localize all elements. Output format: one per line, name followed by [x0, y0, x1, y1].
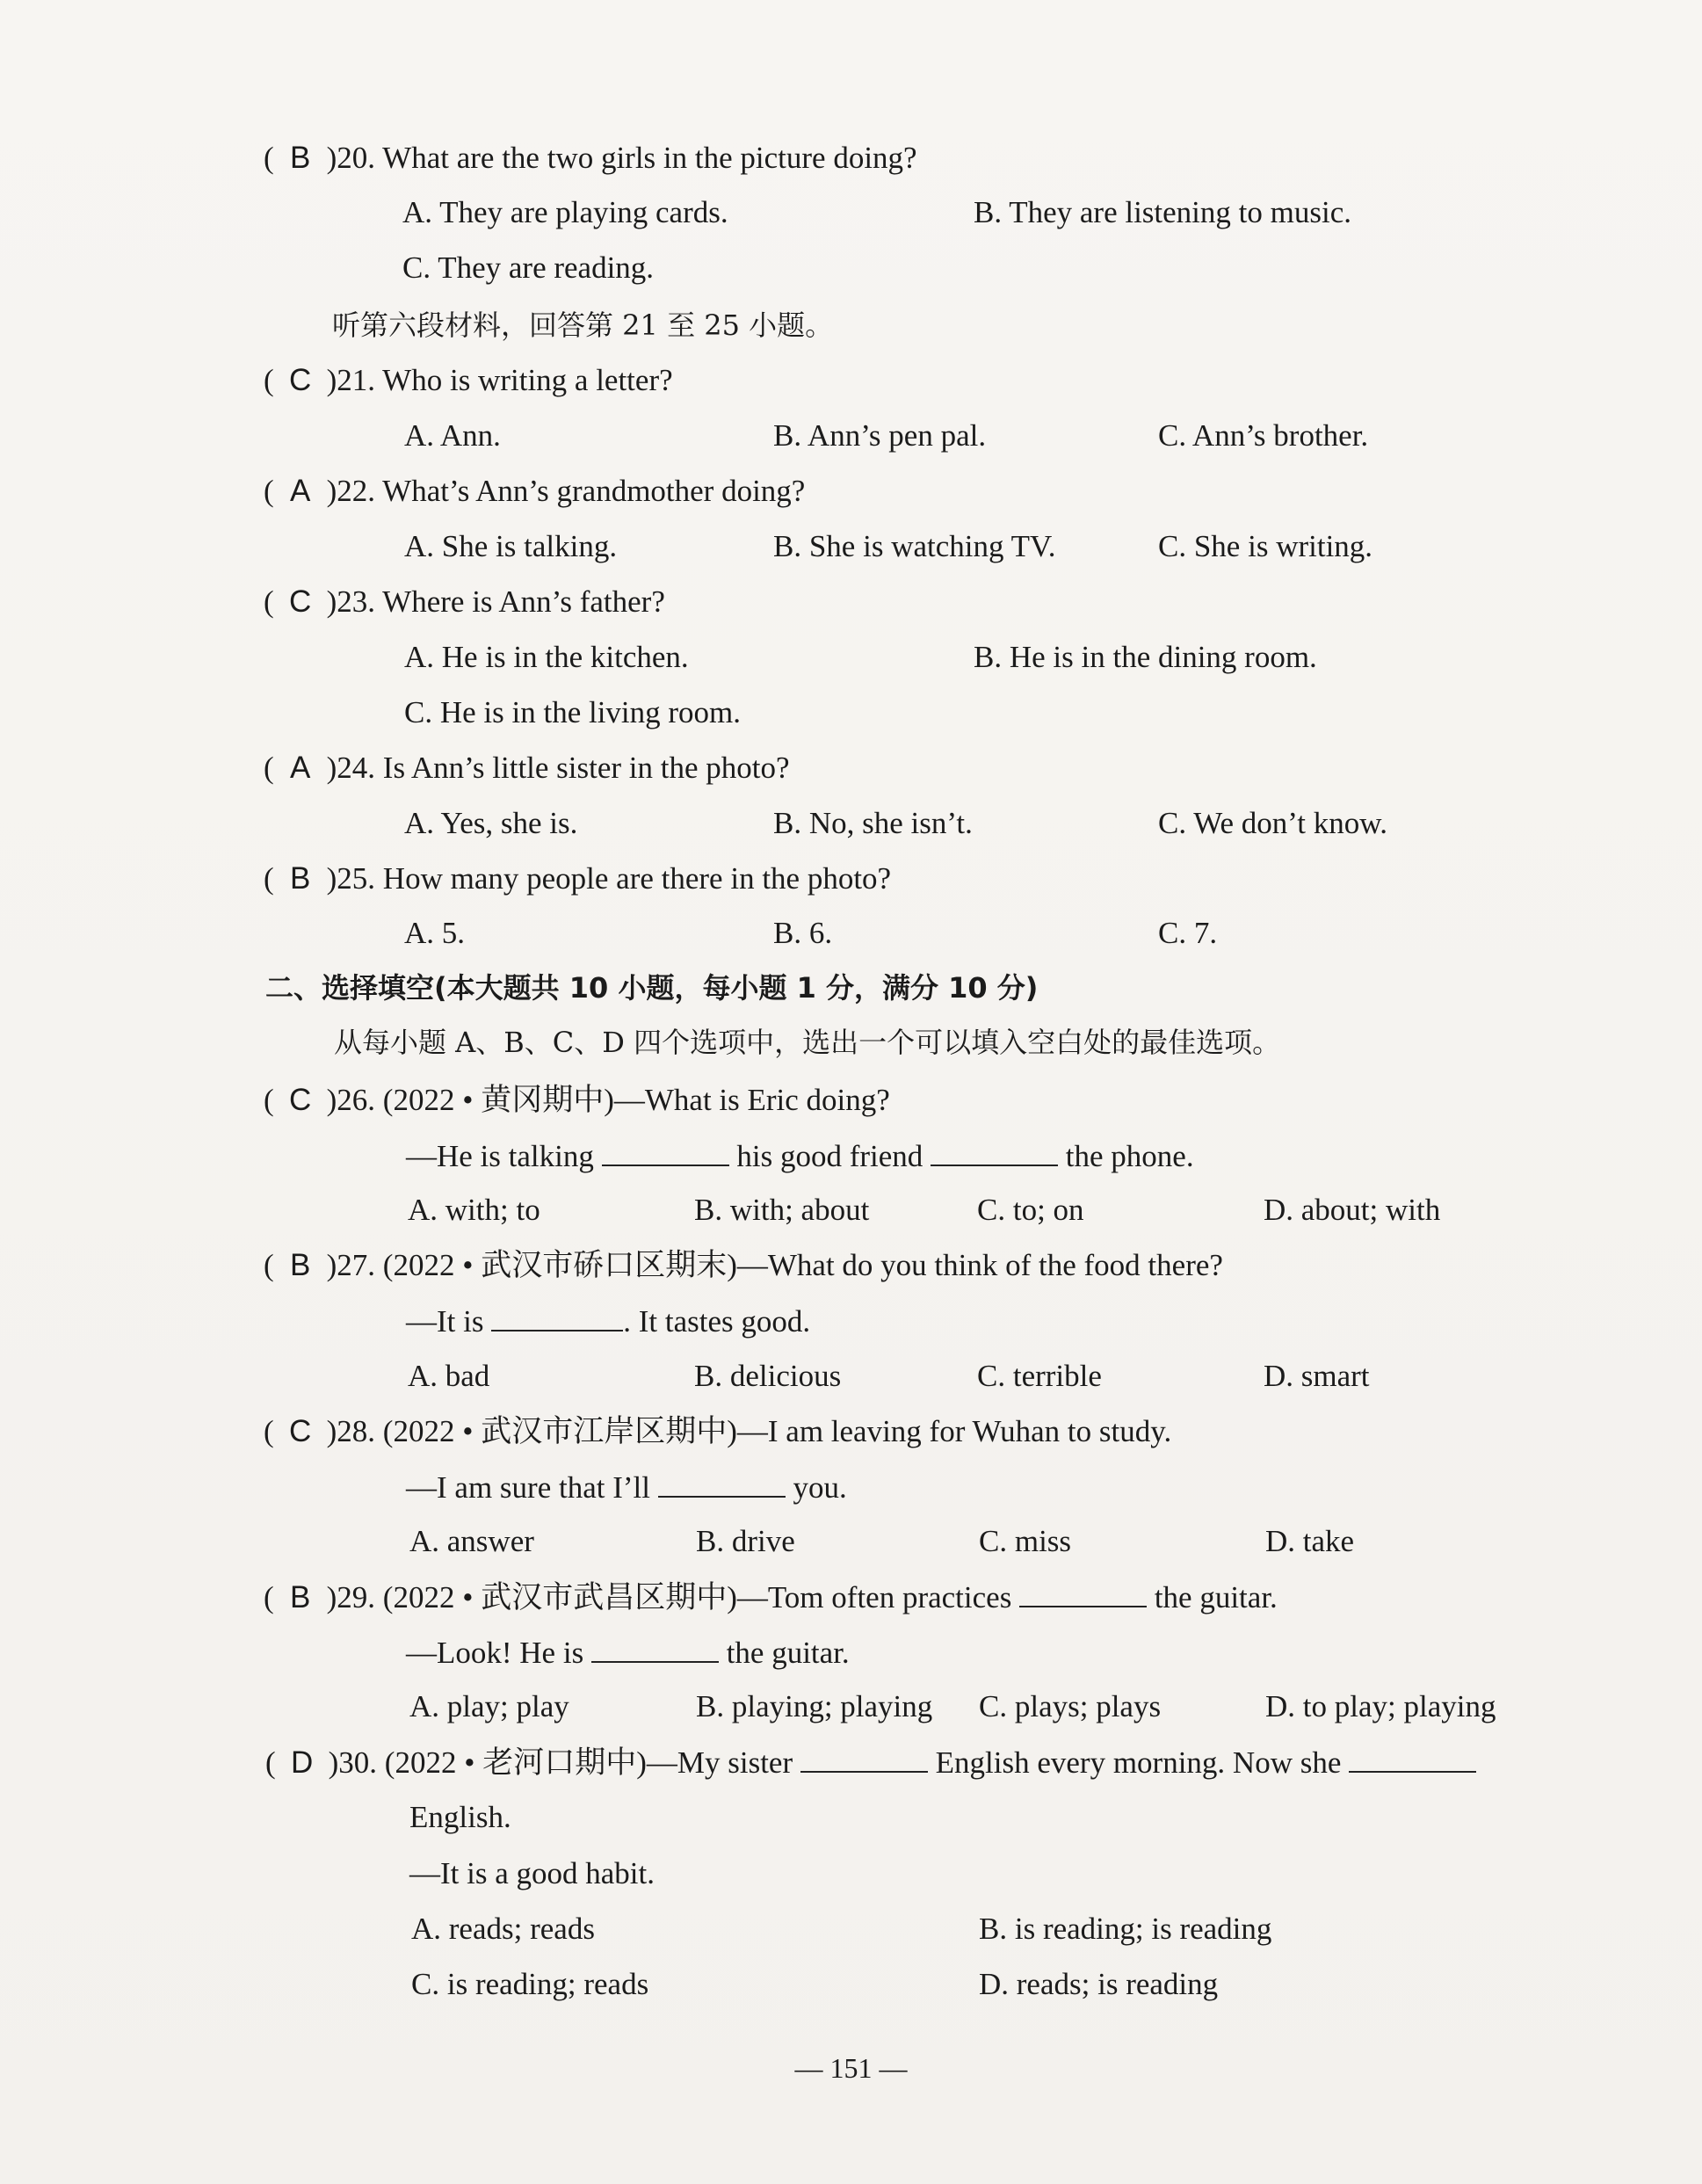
option-23-a: A. He is in the kitchen.: [404, 640, 689, 674]
option-21-c: C. Ann’s brother.: [1158, 418, 1369, 453]
option-24-a: A. Yes, she is.: [404, 806, 578, 840]
option-20-a: A. They are playing cards.: [402, 195, 728, 229]
option-30-d: D. reads; is reading: [979, 1967, 1219, 2001]
question-20: ( B )20. What are the two girls in the picture doing?: [264, 141, 917, 175]
answer-29: B: [289, 1580, 311, 1614]
option-25-a: A. 5.: [404, 916, 466, 950]
question-24: ( A )24. Is Ann’s little sister in the photo?: [264, 751, 790, 785]
answer-30: D: [291, 1745, 314, 1780]
option-29-b: B. playing; playing: [696, 1689, 933, 1723]
blank: [658, 1469, 786, 1498]
q27-text-2: . It tastes good.: [623, 1304, 811, 1339]
q26-text-3: the phone.: [1065, 1139, 1194, 1173]
question-28-line-2: [406, 1469, 847, 1506]
option-24-b: B. No, she isn’t.: [773, 806, 973, 840]
option-25-c: C. 7.: [1158, 916, 1218, 950]
q28-text-2: you.: [793, 1470, 847, 1505]
option-21-a: A. Ann.: [404, 418, 501, 453]
option-30-c: C. is reading; reads: [411, 1967, 649, 2001]
option-30-b: B. is reading; is reading: [979, 1912, 1272, 1946]
option-20-c: C. They are reading.: [402, 250, 655, 285]
answer-20: B: [289, 141, 311, 175]
q28-text-1: —I am sure that I’ll: [406, 1470, 650, 1505]
question-29-stem: )29. (2022 • 武汉市武昌区期中)—Tom often practices: [326, 1580, 1012, 1614]
question-29: ( B )29. (2022 • 武汉市武昌区期中)—Tom often practices the guitar.: [264, 1580, 1278, 1614]
question-22-stem: )22. What’s Ann’s grandmother doing?: [326, 474, 806, 508]
answer-24: A: [289, 751, 311, 785]
q26-text-1: —He is talking: [406, 1139, 594, 1173]
question-27-line-2: [406, 1303, 810, 1339]
option-27-d: D. smart: [1264, 1359, 1370, 1393]
section-6-instruction: 听第六段材料，回答第 21 至 25 小题。: [332, 308, 834, 342]
option-23-b: B. He is in the dining room.: [974, 640, 1317, 674]
option-23-c: C. He is in the living room.: [404, 695, 742, 729]
question-26-stem: )26. (2022 • 黄冈期中)—What is Eric doing?: [326, 1083, 890, 1117]
q29-text-1: —Look! He is: [406, 1636, 584, 1670]
question-27: ( B )27. (2022 • 武汉市硚口区期末)—What do you think of the food there?: [264, 1248, 1223, 1282]
part-2-title: 二、选择填空(本大题共 10 小题，每小题 1 分，满分 10 分): [265, 971, 1039, 1005]
blank: [602, 1138, 729, 1166]
question-30-line-2: English.: [409, 1800, 511, 1834]
answer-21: C: [289, 363, 312, 397]
answer-27: B: [289, 1248, 311, 1282]
option-29-c: C. plays; plays: [979, 1689, 1162, 1723]
page-number: — 151 —: [794, 2052, 908, 2084]
answer-25: B: [289, 861, 311, 896]
question-20-stem: )20. What are the two girls in the picture doing?: [326, 141, 917, 175]
option-30-a: A. reads; reads: [411, 1912, 595, 1946]
answer-23: C: [289, 584, 312, 619]
blank: [800, 1745, 928, 1773]
option-28-c: C. miss: [979, 1524, 1072, 1558]
question-26: ( C )26. (2022 • 黄冈期中)—What is Eric doing?: [264, 1083, 890, 1117]
q30-stem-mid: English every morning. Now she: [935, 1745, 1342, 1780]
q26-text-2: his good friend: [736, 1139, 923, 1173]
question-24-stem: )24. Is Ann’s little sister in the photo?: [326, 751, 790, 785]
option-21-b: B. Ann’s pen pal.: [773, 418, 987, 453]
option-22-a: A. She is talking.: [404, 529, 618, 563]
option-22-b: B. She is watching TV.: [773, 529, 1056, 563]
blank: [1019, 1579, 1147, 1607]
question-30-stem: )30. (2022 • 老河口期中)—My sister: [328, 1745, 793, 1780]
question-21-stem: )21. Who is writing a letter?: [326, 363, 673, 397]
question-27-stem: )27. (2022 • 武汉市硚口区期末)—What do you think of the food there?: [326, 1248, 1223, 1282]
question-30: ( D )30. (2022 • 老河口期中)—My sister English every morning. Now she: [265, 1745, 1476, 1781]
option-24-c: C. We don’t know.: [1158, 806, 1387, 840]
option-28-d: D. take: [1265, 1524, 1355, 1558]
option-26-b: B. with; about: [694, 1193, 870, 1227]
part-2-instruction: 从每小题 A、B、C、D 四个选项中，选出一个可以填入空白处的最佳选项。: [334, 1026, 1281, 1059]
option-22-c: C. She is writing.: [1158, 529, 1373, 563]
answer-28: C: [289, 1414, 312, 1448]
question-28-stem: )28. (2022 • 武汉市江岸区期中)—I am leaving for Wuhan to study.: [326, 1414, 1172, 1448]
option-28-b: B. drive: [696, 1524, 795, 1558]
q29-stem-end: the guitar.: [1154, 1580, 1278, 1614]
option-28-a: A. answer: [409, 1524, 534, 1558]
q27-text-1: —It is: [406, 1304, 484, 1339]
question-23: ( C )23. Where is Ann’s father?: [264, 584, 665, 619]
question-21: ( C )21. Who is writing a letter?: [264, 363, 673, 397]
option-27-b: B. delicious: [694, 1359, 842, 1393]
option-29-a: A. play; play: [409, 1689, 569, 1723]
question-23-stem: )23. Where is Ann’s father?: [326, 584, 665, 619]
blank: [1349, 1745, 1476, 1773]
answer-22: A: [289, 474, 311, 508]
question-30-line-3: —It is a good habit.: [409, 1856, 655, 1890]
blank: [931, 1138, 1058, 1166]
option-29-d: D. to play; playing: [1265, 1689, 1496, 1723]
option-27-a: A. bad: [408, 1359, 490, 1393]
question-22: ( A )22. What’s Ann’s grandmother doing?: [264, 474, 806, 508]
question-26-line-2: [406, 1138, 1194, 1174]
blank: [591, 1635, 719, 1663]
option-20-b: B. They are listening to music.: [974, 195, 1351, 229]
question-25: ( B )25. How many people are there in the photo?: [264, 861, 892, 896]
option-25-b: B. 6.: [773, 916, 833, 950]
question-28: ( C )28. (2022 • 武汉市江岸区期中)—I am leaving for Wuhan to study.: [264, 1414, 1172, 1448]
q29-text-2: the guitar.: [726, 1636, 850, 1670]
answer-26: C: [289, 1083, 312, 1117]
option-26-a: A. with; to: [408, 1193, 540, 1227]
blank: [491, 1303, 623, 1331]
option-26-c: C. to; on: [977, 1193, 1084, 1227]
question-25-stem: )25. How many people are there in the photo?: [326, 861, 892, 896]
question-29-line-2: [406, 1635, 850, 1671]
option-27-c: C. terrible: [977, 1359, 1102, 1393]
option-26-d: D. about; with: [1264, 1193, 1441, 1227]
